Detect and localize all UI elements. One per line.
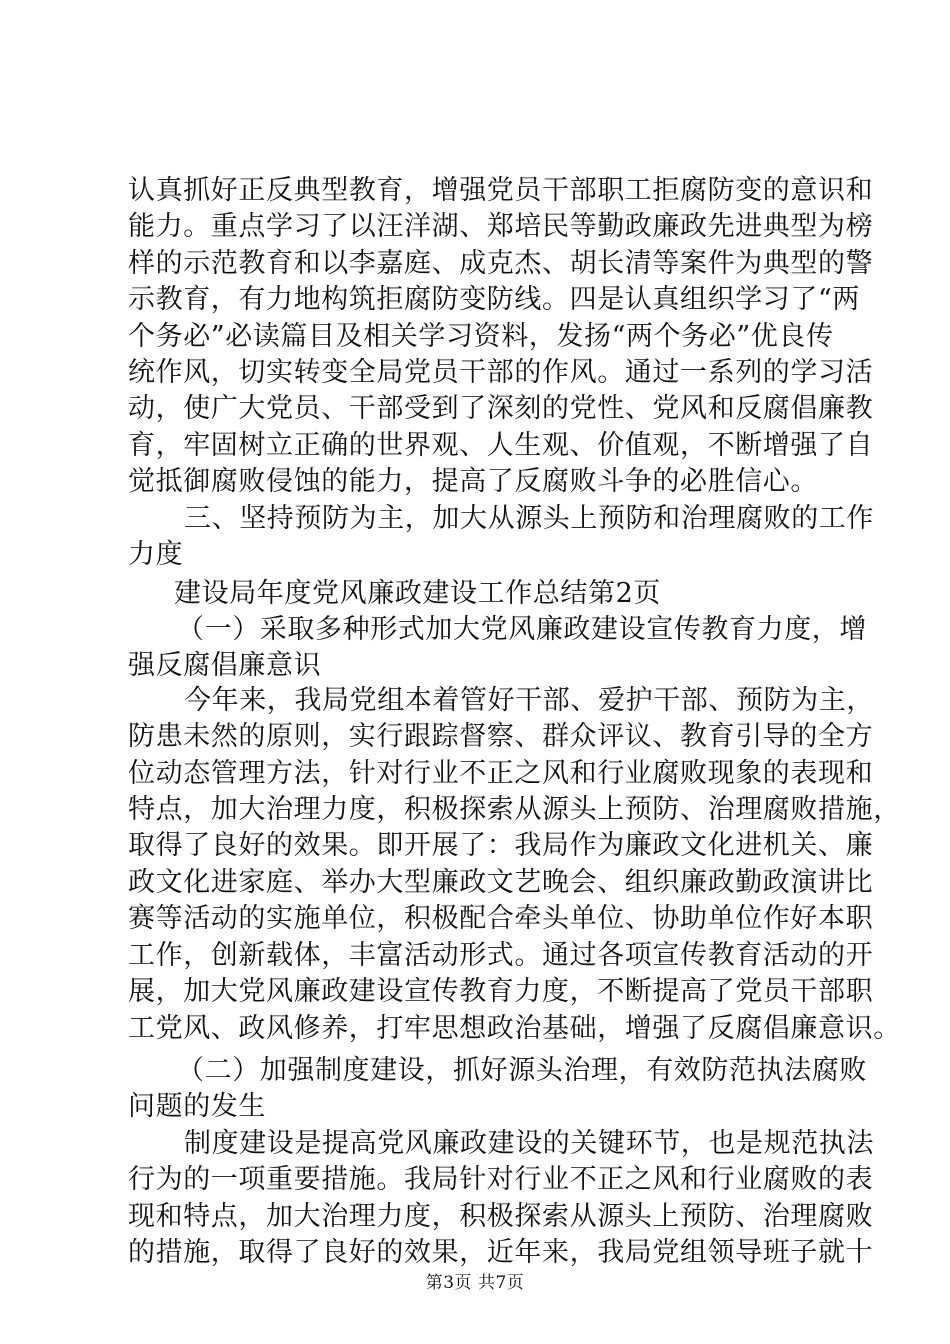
subsection-heading: （一）采取多种形式加大党风廉政建设宣传教育力度，增 [177,614,867,645]
subsection-heading-cont: 强反腐倡廉意识 [128,650,322,681]
body-line: 觉抵御腐败侵蚀的能力，提高了反腐败斗争的必胜信心。 [128,466,818,497]
body-line: 今年来，我局党组本着管好干部、爱护干部、预防为主， [184,685,874,716]
section-heading-cont: 力度 [128,539,184,570]
body-line: 制度建设是提高党风廉政建设的关键环节，也是规范执法 [184,1128,874,1159]
body-line: 样的示范教育和以李嘉庭、成克杰、胡长清等案件为典型的警 [128,248,874,279]
body-line: 行为的一项重要措施。我局针对行业不正之风和行业腐败的表 [128,1164,874,1195]
body-line: 示教育，有力地构筑拒腐防变防线。四是认真组织学习了“两 [128,284,861,315]
body-line: 特点，加大治理力度，积极探索从源头上预防、治理腐败措施， [128,794,901,825]
body-line: 展，加大党风廉政建设宣传教育力度，不断提高了党员干部职 [128,976,874,1007]
body-line: 工作，创新载体，丰富活动形式。通过各项宣传教育活动的开 [128,940,874,971]
page-ref-line: 建设局年度党风廉政建设工作总结第2页 [174,578,661,609]
body-line: 认真抓好正反典型教育，增强党员干部职工拒腐防变的意识和 [128,175,874,206]
subsection-heading: （二）加强制度建设，抓好源头治理，有效防范执法腐败 [177,1055,867,1086]
section-heading: 三、坚持预防为主，加大从源头上预防和治理腐败的工作 [184,503,874,534]
body-line: 赛等活动的实施单位，积极配合牵头单位、协助单位作好本职 [128,903,874,934]
body-line: 工党风、政风修养，打牢思想政治基础，增强了反腐倡廉意识。 [128,1013,901,1044]
body-line: 现和特点，加大治理力度，积极探索从源头上预防、治理腐败 [128,1201,874,1232]
body-line: 动，使广大党员、干部受到了深刻的党性、党风和反腐倡廉教 [128,393,874,424]
subsection-heading-cont: 问题的发生 [128,1091,266,1122]
body-line: 政文化进家庭、举办大型廉政文艺晚会、组织廉政勤政演讲比 [128,867,874,898]
body-line: 统作风，切实转变全局党员干部的作风。通过一系列的学习活 [128,357,874,388]
body-line: 能力。重点学习了以汪洋湖、郑培民等勤政廉政先进典型为榜 [128,211,874,242]
body-line: 育，牢固树立正确的世界观、人生观、价值观，不断增强了自 [128,430,874,461]
body-line: 防患未然的原则，实行跟踪督察、群众评议、教育引导的全方 [128,721,874,752]
body-line: 位动态管理方法，针对行业不正之风和行业腐败现象的表现和 [128,758,874,789]
body-line: 个务必”必读篇目及相关学习资料，发扬“两个务必”优良传 [128,321,834,352]
body-line: 取得了良好的效果。即开展了：我局作为廉政文化进机关、廉 [128,830,874,861]
page-footer: 第3页 共7页 [425,1273,525,1293]
body-line: 的措施，取得了良好的效果，近年来，我局党组领导班子就十 [128,1237,874,1268]
